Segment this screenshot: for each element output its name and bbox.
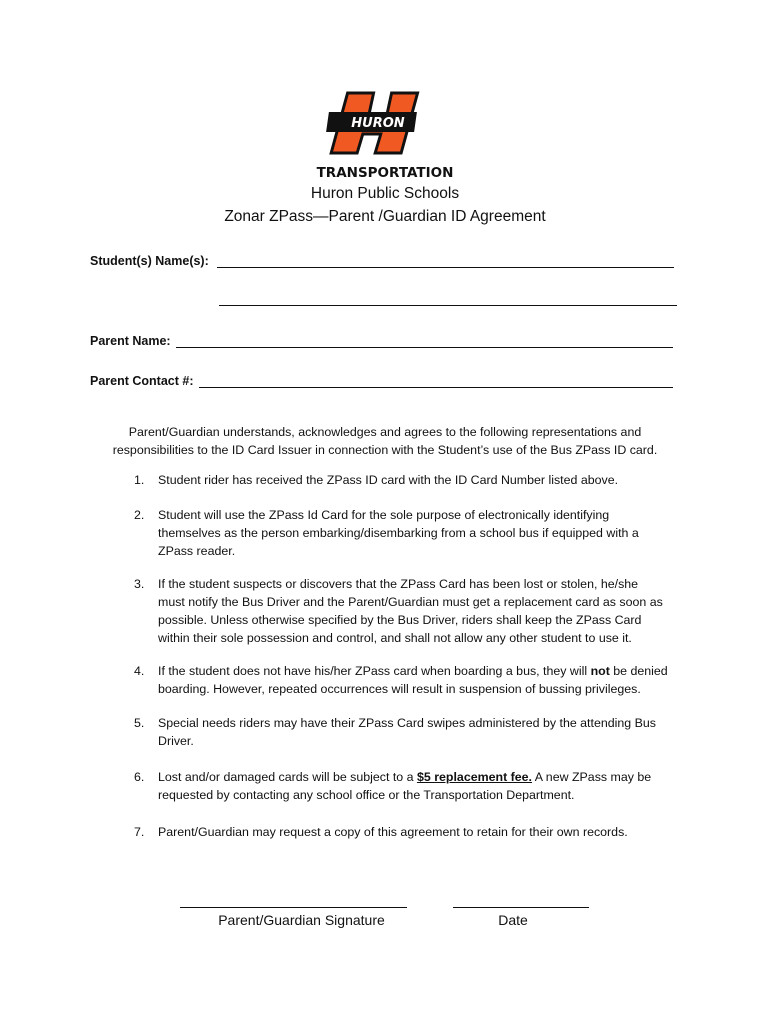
signature-line[interactable]: [180, 907, 407, 908]
item-text-pre: If the student does not have his/her ZPass card when boarding a bus, they will: [158, 664, 591, 678]
date-label: Date: [498, 912, 528, 928]
item-text-bold: not: [590, 664, 610, 678]
item-text: If the student suspects or discovers that the ZPass Card has been lost or stolen, he/she must notify the Bus Driver and the Parent/Guardian must get a replacement card as soon as possible. Unless otherwise specified by the Bus Driver, riders shall keep the ZPass Card within their sole possession and control, and shall not allow any other student to use it.: [158, 577, 663, 645]
item-number: 5.: [134, 716, 145, 730]
item-text-post: be denied boarding. However, repeated occurrences will result in suspension of bussing privileges.: [158, 664, 668, 696]
parent-name-line[interactable]: [176, 333, 673, 348]
item-text: Student will use the ZPass Id Card for the sole purpose of electronically identifying themselves as the person embarking/disembarking from a school bus if equipped with a ZPass reader.: [158, 508, 639, 558]
date-line[interactable]: [453, 907, 589, 908]
intro-paragraph: Parent/Guardian understands, acknowledges and agrees to the following representations and responsibilities to the ID Card Issuer in connection with the Student’s use of the Bus ZPass ID card.: [112, 425, 658, 457]
item-text: Parent/Guardian may request a copy of this agreement to retain for their own records.: [158, 825, 628, 839]
students-name-line-2[interactable]: [219, 291, 677, 306]
logo-name: HURON: [351, 116, 405, 131]
parent-contact-label: Parent Contact #:: [90, 374, 194, 388]
item-number: 4.: [134, 664, 145, 678]
item-text-pre: Lost and/or damaged cards will be subject to a: [158, 770, 417, 784]
students-name-line-1[interactable]: [217, 253, 674, 268]
item-number: 7.: [134, 825, 145, 839]
item-text: [158, 768, 668, 804]
item-number: 1.: [134, 473, 145, 487]
replacement-fee-text: $5 replacement fee.: [416, 770, 533, 784]
school-name: Huron Public Schools: [310, 185, 460, 202]
huron-transportation-logo: [310, 90, 460, 182]
students-name-label: Student(s) Name(s):: [90, 254, 209, 268]
item-text-post: A new ZPass may be requested by contacting any school office or the Transportation Department.: [158, 770, 652, 802]
item-text: [158, 662, 668, 698]
item-number: 6.: [134, 770, 145, 784]
logo-tagline: TRANSPORTATION: [316, 165, 454, 181]
parent-contact-line[interactable]: [199, 373, 673, 388]
item-text: Special needs riders may have their ZPass Card swipes administered by the attending Bus Driver.: [158, 716, 656, 748]
item-text: Student rider has received the ZPass ID card with the ID Card Number listed above.: [158, 473, 619, 487]
parent-name-label: Parent Name:: [90, 334, 171, 348]
signature-label: Parent/Guardian Signature: [218, 912, 385, 928]
item-number: 2.: [134, 508, 145, 522]
huron-h-logo-icon: [310, 90, 460, 182]
document-title: Zonar ZPass—Parent /Guardian ID Agreement: [224, 208, 546, 225]
item-number: 3.: [134, 577, 145, 591]
